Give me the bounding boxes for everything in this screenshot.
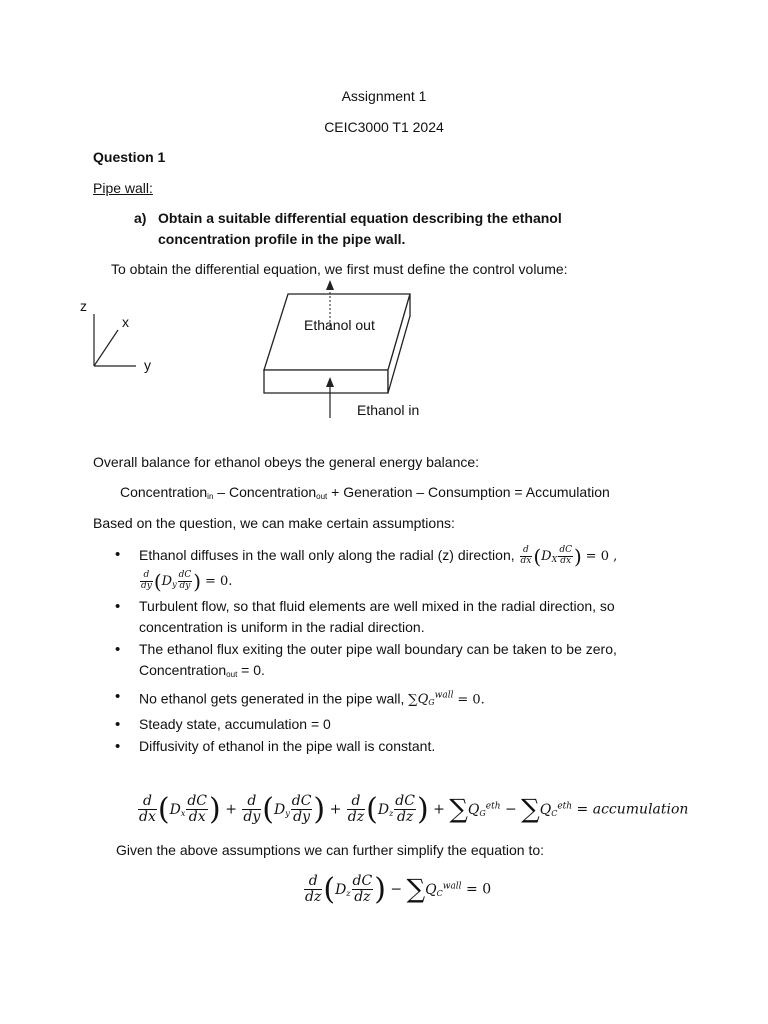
simplify-text: Given the above assumptions we can further simplify the equation to: (116, 842, 545, 858)
assumption-3-pre: Concentration (139, 662, 227, 678)
eq0-a: = 0 , (585, 549, 618, 564)
paren: ( (533, 544, 542, 569)
assumption-2-line2: concentration is uniform in the radial direction. (139, 619, 425, 635)
overall-balance-text: Overall balance for ethanol obeys the general energy balance: (93, 454, 480, 470)
s-frac-d-dz: $\frac{d}{dz}$ (305, 873, 322, 905)
balance-equation (120, 484, 610, 501)
eq-plus-1: + (225, 801, 237, 818)
part-a-line1: Obtain a suitable differential equation describing the ethanol (158, 210, 562, 226)
s-frac-dC-dz: $\frac{dC}{dz}$ (352, 873, 373, 905)
assumptions-list (111, 545, 671, 758)
eq-frac-d-dz: $\frac{d}{dz}$ (347, 793, 365, 825)
assumption-3-line1: The ethanol flux exiting the outer pipe wall boundary can be taken to be zero, (139, 641, 617, 657)
eq-frac-dC-dy: $\frac{dC}{dy}$ (291, 793, 312, 825)
arrow-out-head (326, 280, 334, 290)
frac-d-dy: $\frac{d}{dy}$ (141, 570, 152, 591)
term-in: Concentration (120, 484, 208, 500)
sum-icon-4: ∑ (406, 874, 426, 905)
sub-out: out (316, 492, 328, 501)
s-minus: − (390, 881, 403, 898)
assumption-6 (111, 736, 671, 757)
axis-z-label: z (80, 298, 87, 314)
eq-accumulation: = accumulation (576, 801, 689, 818)
assumption-1-text: Ethanol diffuses in the wall only along the radial (z) direction, (139, 547, 515, 563)
eq-frac-dC-dz: $\frac{dC}{dz}$ (395, 793, 415, 825)
frac-dC-dx: $\frac{dC}{dx}$ (559, 545, 572, 566)
ethanol-in-label: Ethanol in (357, 402, 420, 418)
assumption-6-text: Diffusivity of ethanol in the pipe wall is constant. (139, 738, 436, 755)
frac-dC-dy: $\frac{dC}{dy}$ (178, 570, 192, 591)
assumption-5-text: Steady state, accumulation = 0 (139, 716, 331, 733)
section-heading: Pipe wall: (93, 180, 153, 196)
assumption-2-line1: Turbulent flow, so that fluid elements are well mixed in the radial direction, so (139, 598, 615, 614)
eq-plus-3: + (433, 801, 445, 818)
Q-G-wall: $Q_G^{wall}$ (417, 691, 454, 708)
frac-d-dx: $\frac{d}{dx}$ (520, 545, 532, 566)
slab-shape (264, 294, 410, 393)
term-rest: + Generation – Consumption = Accumulation (331, 484, 610, 500)
assignment-title: Assignment 1 (341, 88, 427, 104)
assumption-3-sub: out (226, 670, 238, 679)
question-heading: Question 1 (93, 149, 166, 165)
eq-frac-d-dy: $\frac{d}{dy}$ (243, 793, 261, 825)
eq0-b: = 0. (205, 574, 233, 589)
general-equation: $\frac{d}{dx}$ ($D_x$ $\frac{dC}{dx}$ ) + $\frac{d}{dy}$ ($D_y$ $\frac{dC}{dy}$ ) + $\frac{d}{dz}$ ($D_z$ $\frac{dC}{dz}$ ) + $\sum Q_G^{eth} - \sum Q_C^{eth}$ = accumulation (139, 792, 689, 827)
axis-x-label: x (122, 314, 129, 330)
eq-minus-1: − (504, 801, 517, 818)
sum-icon: ∑ (408, 692, 418, 708)
intro-text: To obtain the differential equation, we first must define the control volume: (111, 261, 568, 277)
Q-G-eth: $Q_G^{eth}$ (467, 800, 501, 818)
sub-in: in (207, 492, 214, 501)
course-code: CEIC3000 T1 2024 (324, 119, 444, 135)
part-a-line2: concentration profile in the pipe wall. (158, 231, 406, 247)
Q-C-eth: $Q_C^{eth}$ (539, 800, 573, 818)
assumption-2 (111, 596, 671, 638)
sum-icon-2: ∑ (449, 794, 468, 825)
assumption-3-post: = 0. (237, 662, 265, 678)
Q-C-wall: $Q_C^{wall}$ (425, 880, 462, 898)
control-volume-figure (0, 0, 768, 440)
eq-frac-dC-dx: $\frac{dC}{dx}$ (187, 793, 208, 825)
axis-y-label: y (144, 357, 151, 373)
D-x: $D_X$ (541, 549, 558, 564)
ethanol-out-label: Ethanol out (304, 317, 375, 333)
assumption-4-text: No ethanol gets generated in the pipe wall, (139, 690, 405, 707)
assumption-5 (111, 714, 671, 735)
eq-plus-2: + (329, 801, 342, 818)
axes-icon (94, 314, 136, 366)
D-y: $D_y$ (161, 574, 177, 589)
eq0-c: = 0. (457, 692, 485, 708)
assumptions-intro: Based on the question, we can make certain assumptions: (93, 515, 455, 531)
sum-icon-3: ∑ (521, 794, 540, 825)
assumption-3 (111, 639, 671, 685)
eq-frac-d-dx: $\frac{d}{dx}$ (139, 793, 156, 825)
term-out: – Concentration (217, 484, 317, 500)
assumption-4 (111, 686, 671, 713)
simplified-equation: $\frac{d}{dz}$ ($D_z$ $\frac{dC}{dz}$ ) − $\sum Q_C^{wall} = 0$ (305, 872, 492, 907)
assumption-1: • Ethanol diffuses in the wall only along the radial (z) direction, $\frac{d}{dx}$ ($D_X$ $\frac{dC}{dx}$ ) = 0 , $\frac{d}{dy}$ ($D_y$ $\frac{dC}{dy}$ ) = 0. (111, 545, 671, 595)
part-a-label: a) (134, 210, 147, 226)
s-eq-zero: = 0 (466, 881, 492, 898)
